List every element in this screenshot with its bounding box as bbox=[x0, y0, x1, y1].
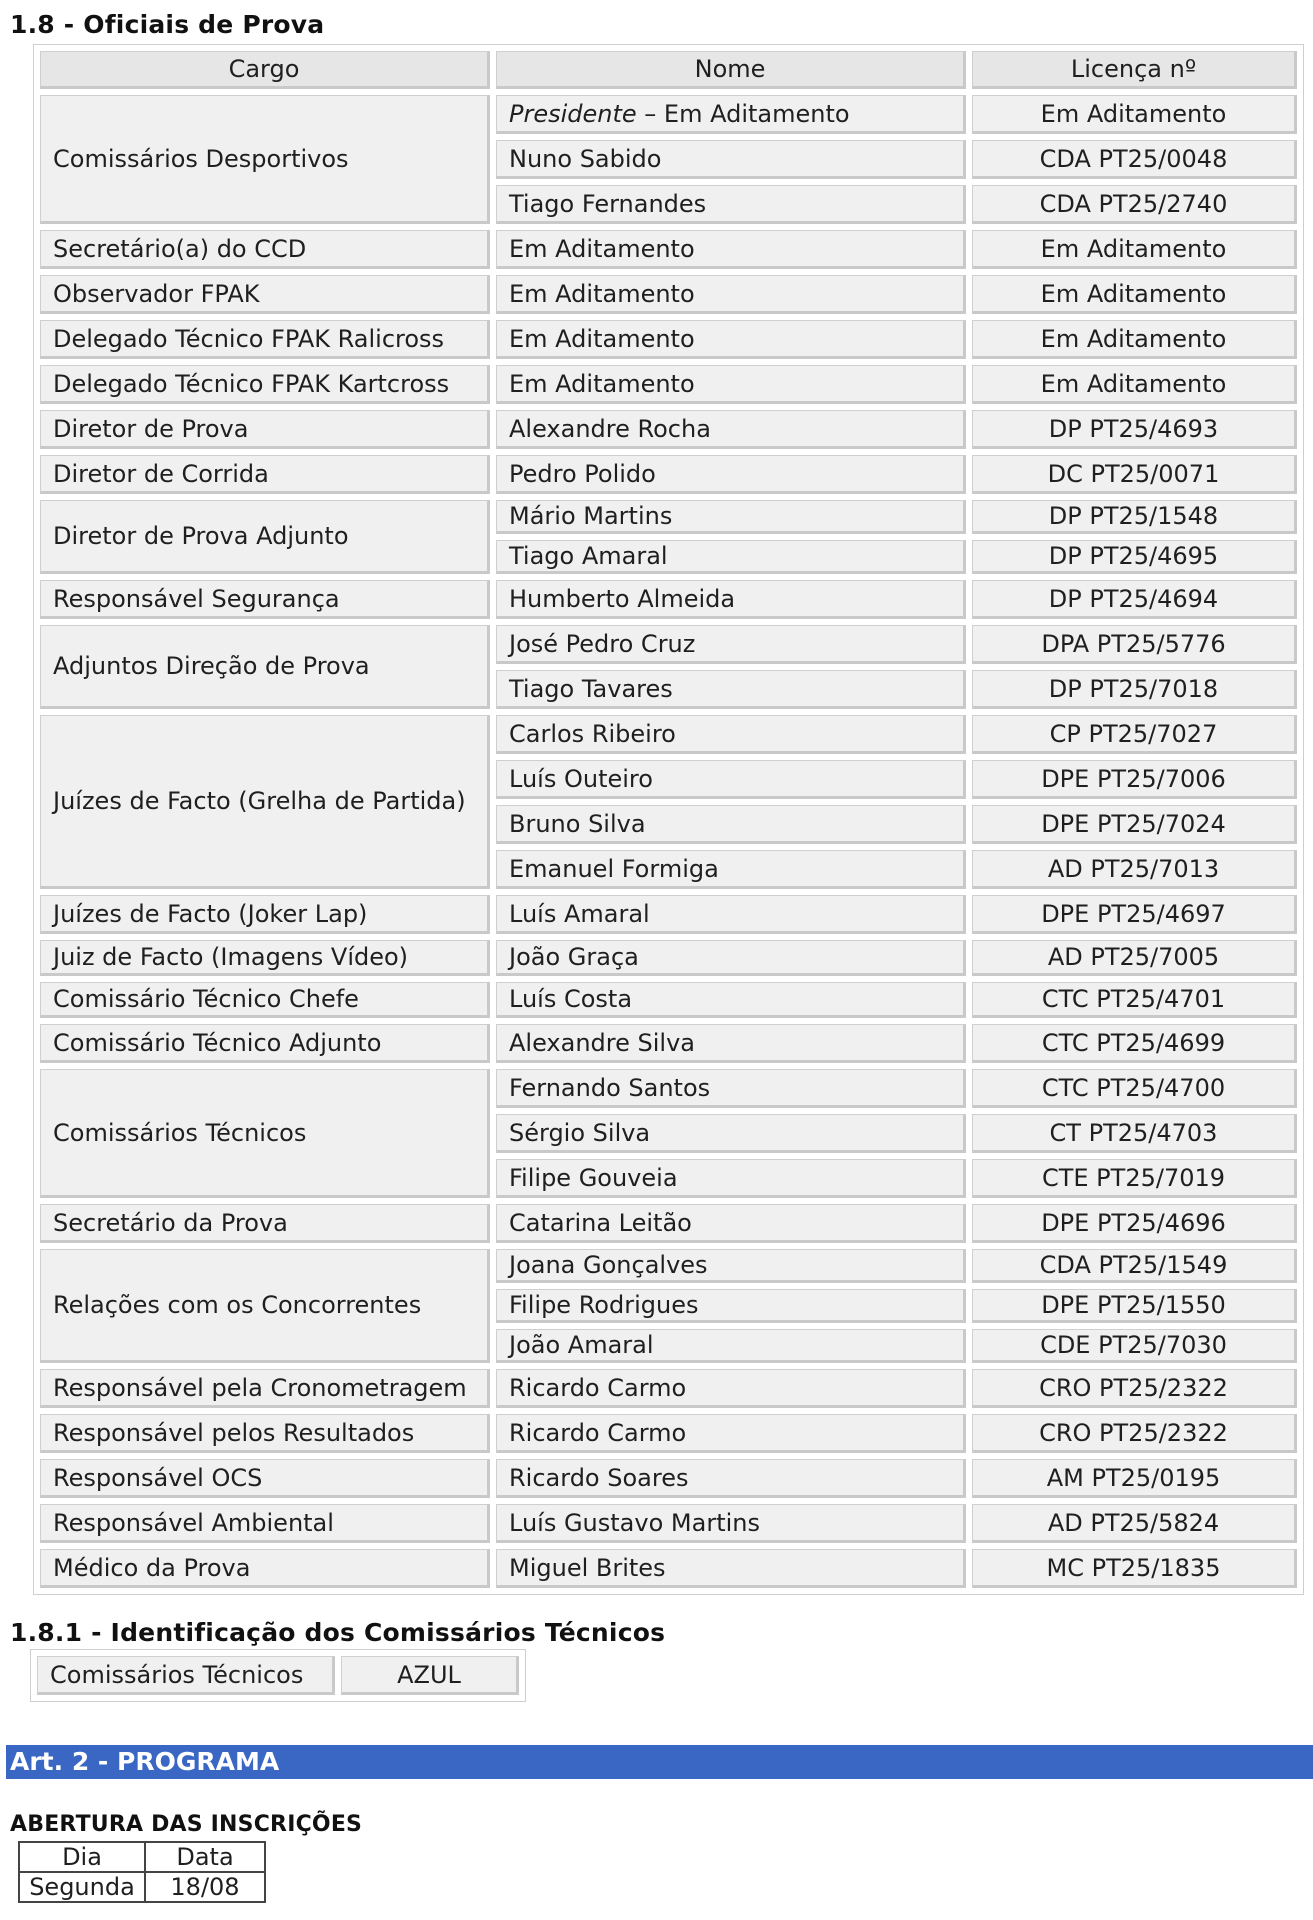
cargo-cell: Delegado Técnico FPAK Ralicross bbox=[40, 320, 490, 359]
cargo-cell: Juízes de Facto (Grelha de Partida) bbox=[40, 715, 490, 889]
cargo-cell: Delegado Técnico FPAK Kartcross bbox=[40, 365, 490, 404]
cargo-cell: Responsável pela Cronometragem bbox=[40, 1369, 490, 1408]
cargo-cell: Comissários Técnicos bbox=[40, 1069, 490, 1198]
licenca-cell: CTE PT25/7019 bbox=[972, 1159, 1297, 1198]
registration-table bbox=[18, 1841, 266, 1903]
table-row bbox=[40, 320, 1297, 359]
table-row bbox=[40, 1459, 1297, 1498]
licenca-cell: AM PT25/0195 bbox=[972, 1459, 1297, 1498]
nome-cell: Luís Amaral bbox=[496, 895, 966, 934]
nome-text: – Em Aditamento bbox=[636, 99, 850, 128]
cargo-cell: Observador FPAK bbox=[40, 275, 490, 314]
cargo-cell: Responsável Ambiental bbox=[40, 1504, 490, 1543]
nome-cell: Tiago Fernandes bbox=[496, 185, 966, 224]
licenca-cell: DP PT25/7018 bbox=[972, 670, 1297, 709]
nome-cell: Nuno Sabido bbox=[496, 140, 966, 179]
nome-cell: Alexandre Rocha bbox=[496, 410, 966, 449]
cargo-cell: Diretor de Prova bbox=[40, 410, 490, 449]
licenca-cell: CDA PT25/0048 bbox=[972, 140, 1297, 179]
licenca-cell: CRO PT25/2322 bbox=[972, 1369, 1297, 1408]
cargo-cell: Responsável OCS bbox=[40, 1459, 490, 1498]
licenca-cell: CDE PT25/7030 bbox=[972, 1329, 1297, 1363]
table-row bbox=[40, 95, 1297, 134]
nome-cell bbox=[496, 95, 966, 134]
header-licenca: Licença nº bbox=[972, 51, 1297, 89]
nome-cell: Filipe Rodrigues bbox=[496, 1289, 966, 1323]
table-row bbox=[40, 580, 1297, 619]
licenca-cell: CRO PT25/2322 bbox=[972, 1414, 1297, 1453]
nome-cell: Carlos Ribeiro bbox=[496, 715, 966, 754]
licenca-cell: DP PT25/4695 bbox=[972, 540, 1297, 574]
licenca-cell: DPE PT25/1550 bbox=[972, 1289, 1297, 1323]
cargo-cell: Secretário(a) do CCD bbox=[40, 230, 490, 269]
cargo-cell: Relações com os Concorrentes bbox=[40, 1249, 490, 1363]
section-title: 1.8 - Oficiais de Prova bbox=[10, 10, 325, 39]
nome-cell: Miguel Brites bbox=[496, 1549, 966, 1588]
nome-cell: Pedro Polido bbox=[496, 455, 966, 494]
table-row bbox=[40, 1204, 1297, 1243]
licenca-cell: MC PT25/1835 bbox=[972, 1549, 1297, 1588]
table-row bbox=[40, 940, 1297, 976]
nome-cell: Alexandre Silva bbox=[496, 1024, 966, 1063]
table-row bbox=[40, 1504, 1297, 1543]
nome-cell: Em Aditamento bbox=[496, 365, 966, 404]
cargo-cell: Responsável Segurança bbox=[40, 580, 490, 619]
licenca-cell: CT PT25/4703 bbox=[972, 1114, 1297, 1153]
nome-cell: Ricardo Carmo bbox=[496, 1369, 966, 1408]
nome-cell: Luís Gustavo Martins bbox=[496, 1504, 966, 1543]
header-cargo: Cargo bbox=[40, 51, 490, 89]
nome-cell: Em Aditamento bbox=[496, 320, 966, 359]
header-dia: Dia bbox=[19, 1842, 145, 1872]
nome-cell: Filipe Gouveia bbox=[496, 1159, 966, 1198]
cargo-cell: Juízes de Facto (Joker Lap) bbox=[40, 895, 490, 934]
licenca-cell: Em Aditamento bbox=[972, 95, 1297, 134]
licenca-cell: AD PT25/5824 bbox=[972, 1504, 1297, 1543]
licenca-cell: AD PT25/7005 bbox=[972, 940, 1297, 976]
nome-cell: Ricardo Carmo bbox=[496, 1414, 966, 1453]
licenca-cell: DP PT25/4694 bbox=[972, 580, 1297, 619]
licenca-cell: DPA PT25/5776 bbox=[972, 625, 1297, 664]
cargo-cell: Diretor de Corrida bbox=[40, 455, 490, 494]
table-row bbox=[40, 625, 1297, 664]
licenca-cell: CTC PT25/4701 bbox=[972, 982, 1297, 1018]
cargo-cell: Adjuntos Direção de Prova bbox=[40, 625, 490, 709]
nome-cell: Humberto Almeida bbox=[496, 580, 966, 619]
licenca-cell: DPE PT25/7024 bbox=[972, 805, 1297, 844]
registration-dia: Segunda bbox=[19, 1872, 145, 1902]
nome-cell: Bruno Silva bbox=[496, 805, 966, 844]
table-row bbox=[40, 1069, 1297, 1108]
cargo-cell: Comissários Desportivos bbox=[40, 95, 490, 224]
identification-label: Comissários Técnicos bbox=[37, 1656, 335, 1695]
nome-cell: Luís Costa bbox=[496, 982, 966, 1018]
table-row bbox=[40, 365, 1297, 404]
cargo-cell: Comissário Técnico Adjunto bbox=[40, 1024, 490, 1063]
licenca-cell: AD PT25/7013 bbox=[972, 850, 1297, 889]
nome-cell: Em Aditamento bbox=[496, 275, 966, 314]
nome-cell: José Pedro Cruz bbox=[496, 625, 966, 664]
table-row bbox=[40, 410, 1297, 449]
table-row bbox=[40, 1414, 1297, 1453]
cargo-cell: Responsável pelos Resultados bbox=[40, 1414, 490, 1453]
header-nome: Nome bbox=[496, 51, 966, 89]
licenca-cell: Em Aditamento bbox=[972, 320, 1297, 359]
licenca-cell: CTC PT25/4699 bbox=[972, 1024, 1297, 1063]
nome-cell: Tiago Tavares bbox=[496, 670, 966, 709]
identification-table bbox=[30, 1649, 526, 1702]
nome-cell: Tiago Amaral bbox=[496, 540, 966, 574]
licenca-cell: DPE PT25/4697 bbox=[972, 895, 1297, 934]
nome-cell: Emanuel Formiga bbox=[496, 850, 966, 889]
nome-cell: João Amaral bbox=[496, 1329, 966, 1363]
licenca-cell: CP PT25/7027 bbox=[972, 715, 1297, 754]
article-bar: Art. 2 - PROGRAMA bbox=[6, 1745, 1313, 1779]
licenca-cell: DC PT25/0071 bbox=[972, 455, 1297, 494]
cargo-cell: Secretário da Prova bbox=[40, 1204, 490, 1243]
licenca-cell: CDA PT25/1549 bbox=[972, 1249, 1297, 1283]
licenca-cell: CTC PT25/4700 bbox=[972, 1069, 1297, 1108]
licenca-cell: DPE PT25/4696 bbox=[972, 1204, 1297, 1243]
nome-cell: Mário Martins bbox=[496, 500, 966, 534]
table-row bbox=[40, 500, 1297, 534]
identification-value: AZUL bbox=[341, 1656, 519, 1695]
subsection-title: 1.8.1 - Identificação dos Comissários Técnicos bbox=[10, 1618, 666, 1647]
header-data: Data bbox=[145, 1842, 265, 1872]
table-row bbox=[40, 1249, 1297, 1283]
nome-cell: Em Aditamento bbox=[496, 230, 966, 269]
cargo-cell: Médico da Prova bbox=[40, 1549, 490, 1588]
table-row bbox=[40, 275, 1297, 314]
nome-cell: Luís Outeiro bbox=[496, 760, 966, 799]
cargo-cell: Diretor de Prova Adjunto bbox=[40, 500, 490, 574]
nome-cell: João Graça bbox=[496, 940, 966, 976]
cargo-cell: Comissário Técnico Chefe bbox=[40, 982, 490, 1018]
licenca-cell: Em Aditamento bbox=[972, 365, 1297, 404]
licenca-cell: Em Aditamento bbox=[972, 275, 1297, 314]
table-row bbox=[40, 715, 1297, 754]
officials-table bbox=[33, 44, 1304, 1595]
table-row bbox=[40, 230, 1297, 269]
licenca-cell: DP PT25/4693 bbox=[972, 410, 1297, 449]
licenca-cell: CDA PT25/2740 bbox=[972, 185, 1297, 224]
nome-cell: Catarina Leitão bbox=[496, 1204, 966, 1243]
licenca-cell: DPE PT25/7006 bbox=[972, 760, 1297, 799]
table-row bbox=[40, 1549, 1297, 1588]
table-row bbox=[40, 1369, 1297, 1408]
table-row bbox=[40, 982, 1297, 1018]
licenca-cell: Em Aditamento bbox=[972, 230, 1297, 269]
nome-cell: Ricardo Soares bbox=[496, 1459, 966, 1498]
registration-title: ABERTURA DAS INSCRIÇÕES bbox=[10, 1812, 363, 1837]
table-row bbox=[40, 455, 1297, 494]
table-row bbox=[40, 1024, 1297, 1063]
licenca-cell: DP PT25/1548 bbox=[972, 500, 1297, 534]
registration-data: 18/08 bbox=[145, 1872, 265, 1902]
nome-cell: Sérgio Silva bbox=[496, 1114, 966, 1153]
nome-italic: Presidente bbox=[509, 99, 637, 128]
nome-cell: Joana Gonçalves bbox=[496, 1249, 966, 1283]
cargo-cell: Juiz de Facto (Imagens Vídeo) bbox=[40, 940, 490, 976]
nome-cell: Fernando Santos bbox=[496, 1069, 966, 1108]
table-row bbox=[40, 895, 1297, 934]
